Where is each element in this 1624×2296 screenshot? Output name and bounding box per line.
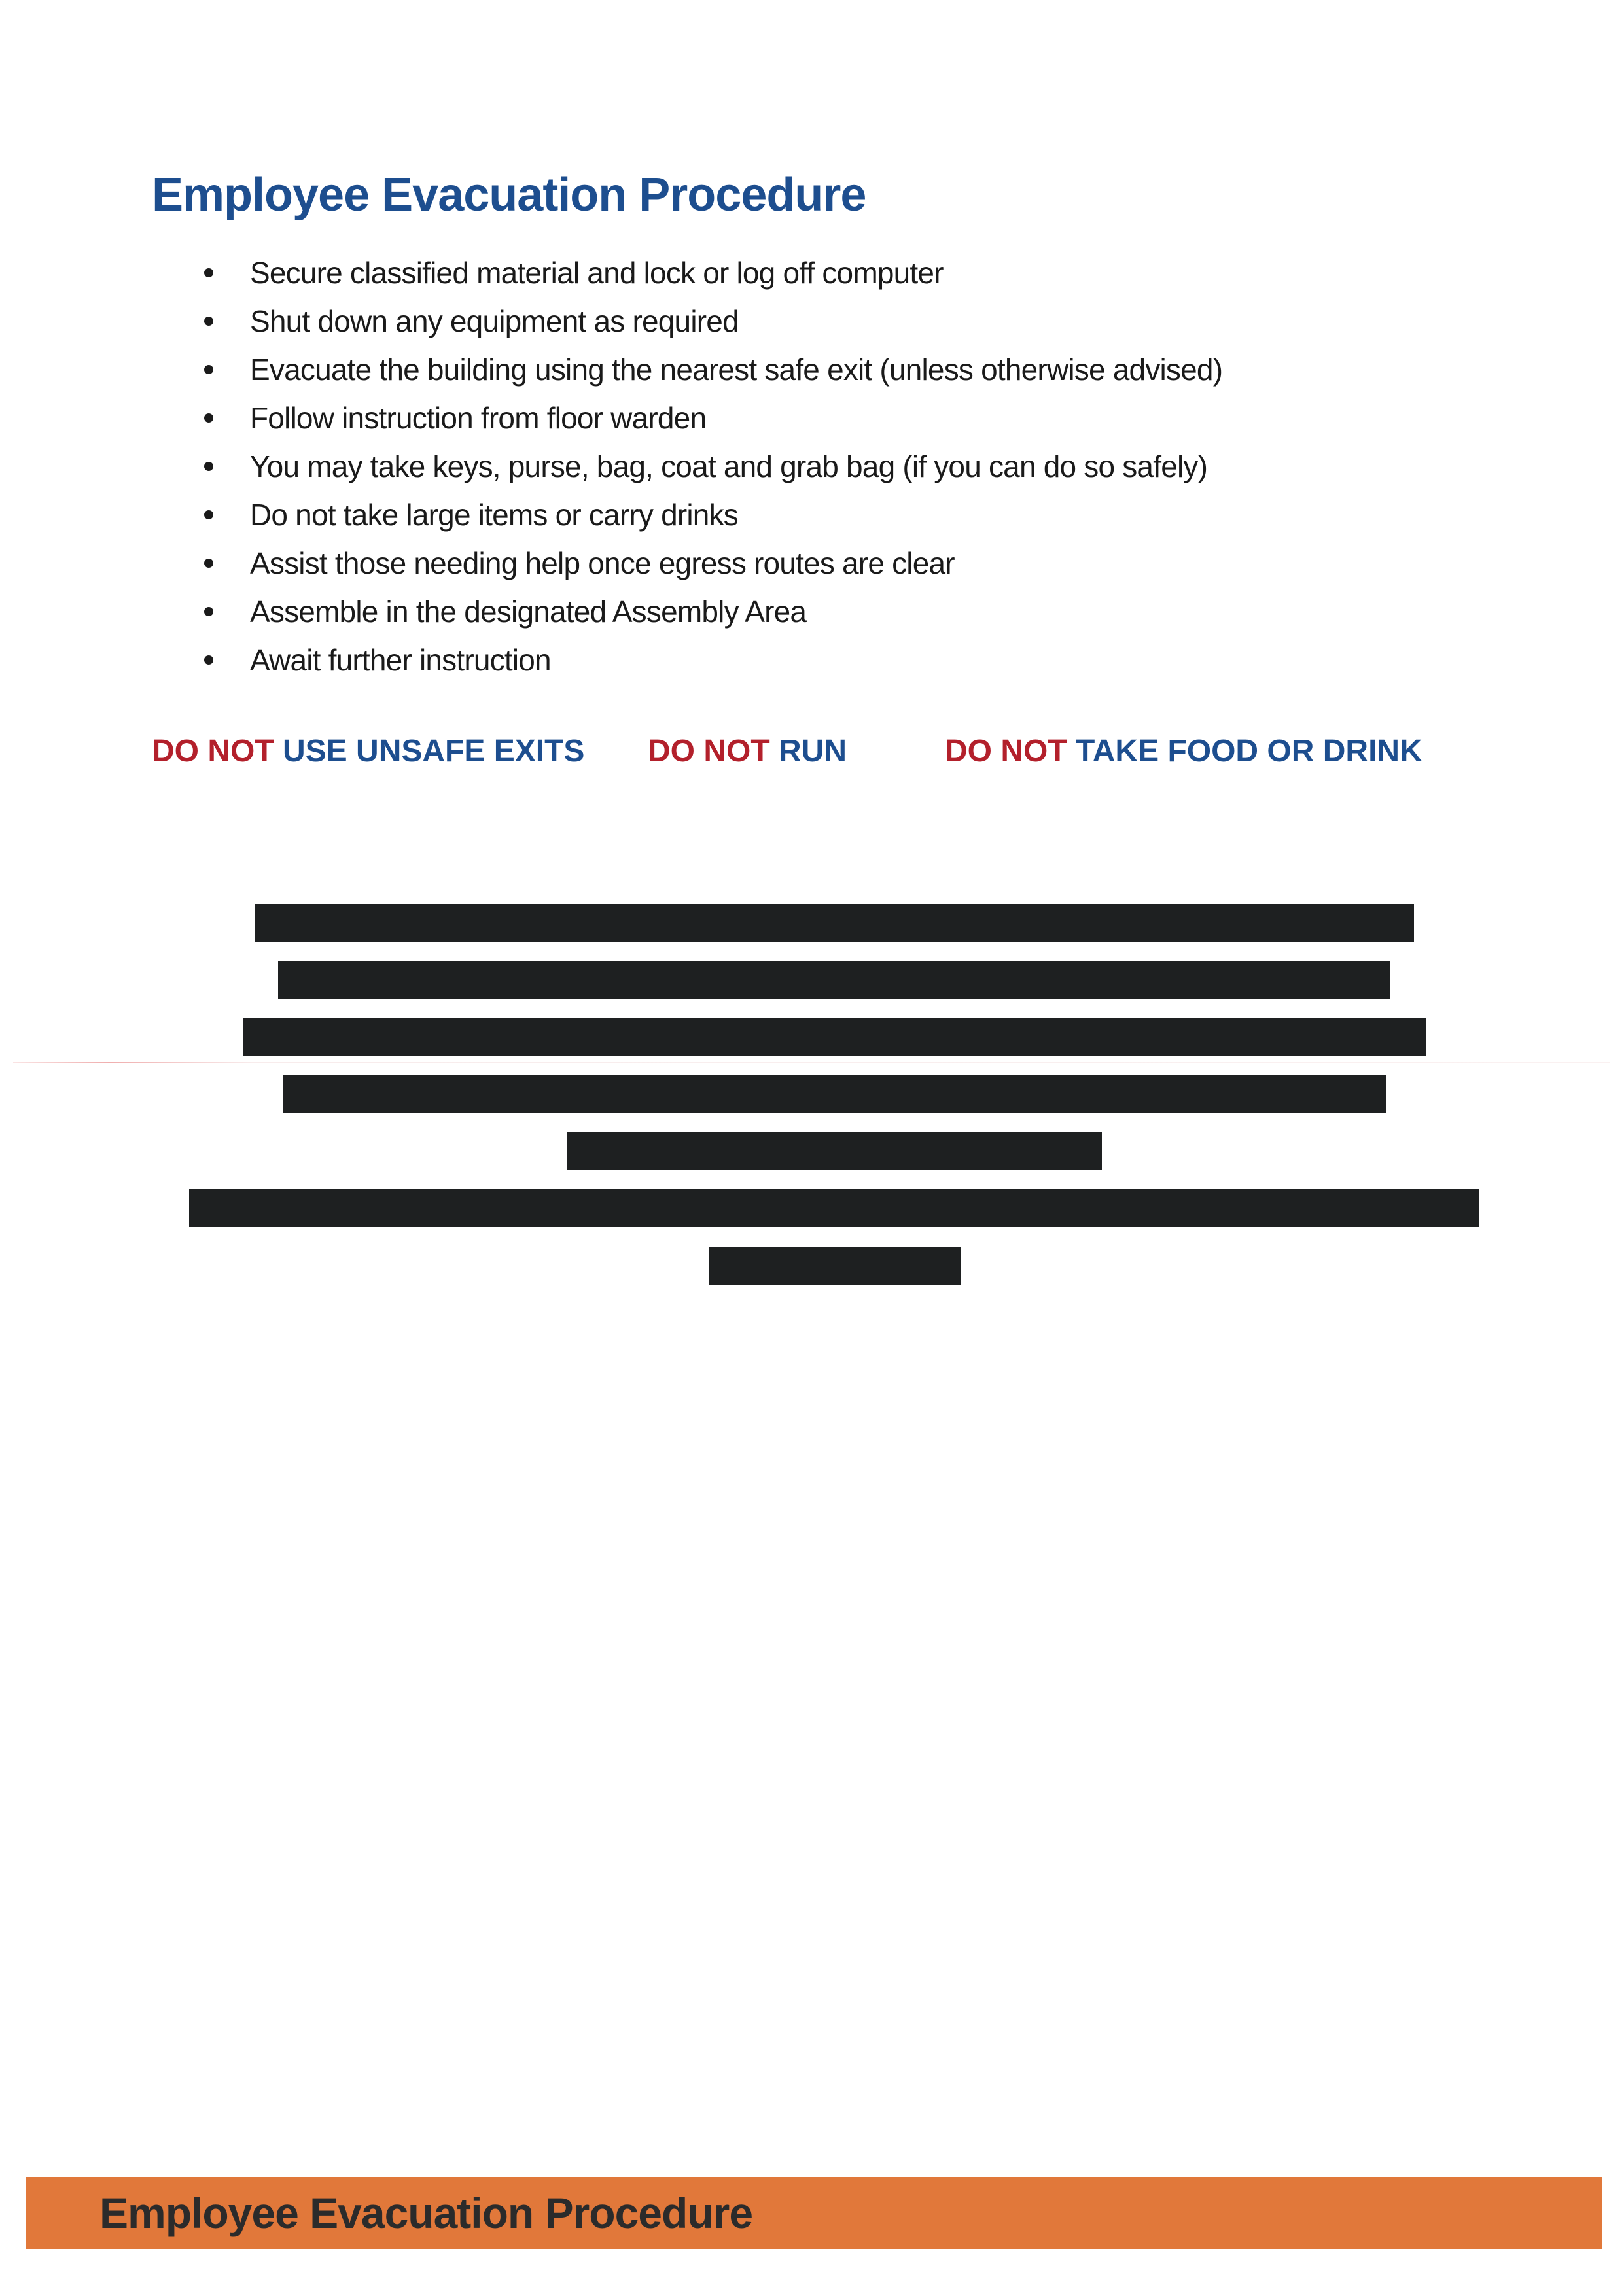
- redaction-bar: [278, 961, 1390, 999]
- warning-unsafe-exits: [152, 733, 584, 771]
- list-item: [0, 493, 1243, 542]
- step-text: Shut down any equipment as required: [250, 304, 739, 338]
- list-item: [0, 638, 1243, 687]
- list-item: [0, 445, 1243, 493]
- redaction-bar: [189, 1189, 1479, 1227]
- redaction-bar: [283, 1075, 1386, 1113]
- bullet-icon: [204, 607, 213, 616]
- redaction-bar: [255, 904, 1414, 942]
- redaction-bar: [709, 1247, 961, 1285]
- footer-title: Employee Evacuation Procedure: [99, 2189, 753, 2237]
- step-text: Assist those needing help once egress routes are clear: [250, 546, 955, 580]
- bullet-icon: [204, 655, 213, 665]
- list-item: [0, 348, 1243, 396]
- scan-artifact-line: [13, 1062, 1610, 1063]
- warning-food-drink: [945, 733, 1422, 771]
- warning-text: RUN: [779, 734, 847, 769]
- list-item: [0, 251, 1243, 300]
- list-item: [0, 300, 1243, 348]
- bullet-icon: [204, 559, 213, 568]
- bullet-icon: [204, 268, 213, 277]
- redaction-bar: [567, 1132, 1102, 1170]
- warning-text: USE UNSAFE EXITS: [283, 734, 585, 769]
- bullet-icon: [204, 317, 213, 326]
- page-title: Employee Evacuation Procedure: [152, 169, 866, 221]
- bullet-icon: [204, 365, 213, 374]
- redaction-bar: [243, 1018, 1426, 1056]
- list-item: [0, 542, 1243, 590]
- step-text: You may take keys, purse, bag, coat and grab bag (if you can do so safely): [250, 449, 1208, 483]
- bullet-icon: [204, 510, 213, 519]
- warning-prefix: DO NOT: [945, 734, 1067, 769]
- step-text: Assemble in the designated Assembly Area: [250, 595, 807, 629]
- step-text: Evacuate the building using the nearest safe exit (unless otherwise advised): [250, 353, 1223, 387]
- list-item: [0, 396, 1243, 445]
- warning-prefix: DO NOT: [152, 734, 274, 769]
- step-text: Do not take large items or carry drinks: [250, 498, 738, 532]
- step-text: Await further instruction: [250, 643, 551, 677]
- bullet-icon: [204, 462, 213, 471]
- warning-text: TAKE FOOD OR DRINK: [1076, 734, 1422, 769]
- list-item: [0, 590, 1243, 638]
- bullet-icon: [204, 413, 213, 423]
- step-text: Secure classified material and lock or log off computer: [250, 256, 944, 290]
- warning-prefix: DO NOT: [648, 734, 770, 769]
- procedure-steps-list: [0, 251, 1243, 687]
- warning-do-not-run: [648, 733, 847, 771]
- footer-bar: [26, 2177, 1602, 2249]
- step-text: Follow instruction from floor warden: [250, 401, 707, 435]
